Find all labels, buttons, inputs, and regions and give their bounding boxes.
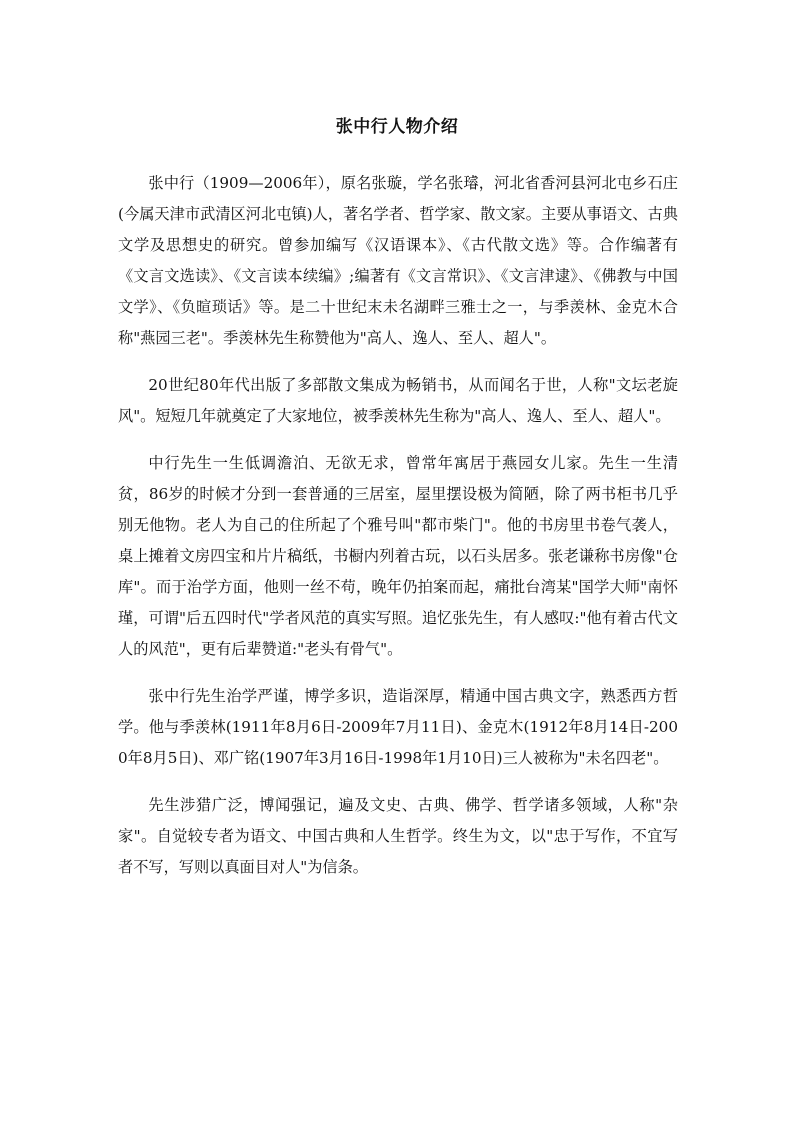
paragraph-interests: 先生涉猎广泛，博闻强记，遍及文史、古典、佛学、哲学诸多领域，人称"杂家"。自觉较专者为语文、中国古典和人生哲学。终生为文，以"忠于写作，不宜写者不写，写则以真面目对人"为信条。 bbox=[118, 796, 678, 876]
document-body bbox=[118, 168, 678, 899]
paragraph-lifestyle: 中行先生一生低调澹泊、无欲无求，曾常年寓居于燕园女儿家。先生一生清贫，86岁的时候才分到一套普通的三居室，屋里摆设极为简陋，除了两书柜书几乎别无他物。老人为自己的住所起了个雅号叫"都市柴门"。他的书房里书卷气袭人，桌上摊着文房四宝和片片稿纸，书橱内列着古玩，以石头居多。张老谦称书房像"仓库"。而于治学方面，他则一丝不苟，晚年仍拍案而起，痛批台湾某"国学大师"南怀瑾，可谓"后五四时代"学者风范的真实写照。追忆张先生，有人感叹:"他有着古代文人的风范"，更有后辈赞道:"老头有骨气"。 bbox=[118, 454, 678, 658]
paragraph-fame: 20世纪80年代出版了多部散文集成为畅销书，从而闻名于世，人称"文坛老旋风"。短短几年就奠定了大家地位，被季羡林先生称为"高人、逸人、至人、超人"。 bbox=[118, 376, 678, 425]
paragraph-scholarship: 张中行先生治学严谨，博学多识，造诣深厚，精通中国古典文字，熟悉西方哲学。他与季羡林(1911年8月6日-2009年7月11日)、金克木(1912年8月14日-2000年8月5日)、邓广铭(1907年3月16日-1998年1月10日)三人被称为"未名四老"。 bbox=[118, 687, 678, 767]
document-title: 张中行人物介绍 bbox=[335, 117, 459, 137]
paragraph-biography: 张中行（1909—2006年），原名张璇，学名张璿，河北省香河县河北屯乡石庄(今属天津市武清区河北屯镇)人，著名学者、哲学家、散文家。主要从事语文、古典文学及思想史的研究。曾参加编写《汉语课本》、《古代散文选》等。合作编著有《文言文选读》、《文言读本续编》;编著有《文言常识》、《文言津逮》、《佛教与中国文学》、《负暄琐话》等。是二十世纪末未名湖畔三雅士之一，与季羡林、金克木合称"燕园三老"。季羡林先生称赞他为"高人、逸人、至人、超人"。 bbox=[118, 174, 678, 347]
